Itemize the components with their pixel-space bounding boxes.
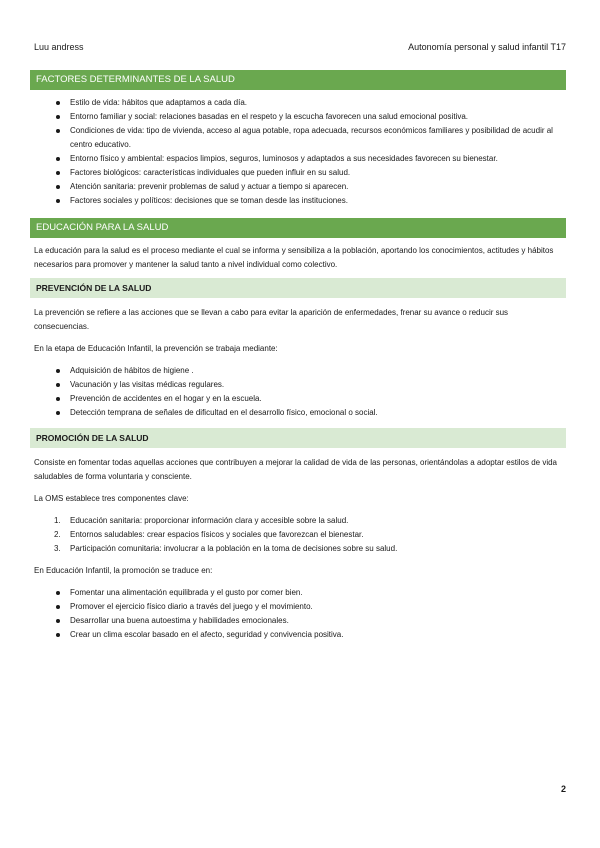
section-heading-educacion: EDUCACIÓN PARA LA SALUD — [30, 218, 566, 238]
item-number: 3. — [54, 544, 61, 553]
promocion-list — [30, 586, 566, 642]
numbered-item — [54, 528, 566, 542]
list-item: Factores biológicos: características individuales que pueden influir en su salud. — [70, 166, 566, 180]
item-text: Participación comunitaria: involucrar a la población en la toma de decisiones sobre su salud. — [70, 544, 398, 553]
item-text: Entornos saludables: crear espacios físicos y sociales que favorezcan el bienestar. — [70, 530, 364, 539]
list-item: Atención sanitaria: prevenir problemas de salud y actuar a tiempo si aparecen. — [70, 180, 566, 194]
factores-list — [30, 96, 566, 208]
list-item: Crear un clima escolar basado en el afecto, seguridad y convivencia positiva. — [70, 628, 566, 642]
prevencion-intro: La prevención se refiere a las acciones que se llevan a cabo para evitar la aparición de enfermedades, frenar su avance o reducir sus consecuencias. — [34, 308, 509, 331]
header-title: Autonomía personal y salud infantil T17 — [408, 42, 566, 52]
list-item: Condiciones de vida: tipo de vivienda, acceso al agua potable, ropa adecuada, recursos económicos familiares y posibilidad de acudir al centro educativo. — [70, 124, 566, 152]
list-item: Entorno físico y ambiental: espacios limpios, seguros, luminosos y adaptados a sus necesidades favorecen su bienestar. — [70, 152, 566, 166]
page-content — [30, 70, 566, 642]
numbered-item — [54, 542, 566, 556]
oms-components-list — [30, 514, 566, 556]
list-item: Vacunación y las visitas médicas regulares. — [70, 378, 566, 392]
promocion-lead: La OMS establece tres componentes clave: — [34, 494, 189, 503]
item-text: Educación sanitaria: proporcionar información clara y accesible sobre la salud. — [70, 516, 349, 525]
list-item: Prevención de accidentes en el hogar y en la escuela. — [70, 392, 566, 406]
subheading-prevencion: PREVENCIÓN DE LA SALUD — [30, 278, 566, 298]
subheading-promocion: PROMOCIÓN DE LA SALUD — [30, 428, 566, 448]
list-item: Adquisición de hábitos de higiene . — [70, 364, 566, 378]
list-item: Fomentar una alimentación equilibrada y el gusto por comer bien. — [70, 586, 566, 600]
item-number: 2. — [54, 530, 61, 539]
list-item: Factores sociales y políticos: decisiones que se toman desde las instituciones. — [70, 194, 566, 208]
list-item: Promover el ejercicio físico diario a través del juego y el movimiento. — [70, 600, 566, 614]
list-item: Entorno familiar y social: relaciones basadas en el respeto y la escucha favorecen una salud emocional positiva. — [70, 110, 566, 124]
educacion-intro: La educación para la salud es el proceso mediante el cual se informa y sensibiliza a la población, aportando los conocimientos, actitudes y hábitos necesarios para promover y mantener la salud tanto a nivel individual como colectivo. — [34, 246, 554, 269]
list-item: Detección temprana de señales de dificultad en el desarrollo físico, emocional o social. — [70, 406, 566, 420]
promocion-intro: Consiste en fomentar todas aquellas acciones que contribuyen a mejorar la calidad de vida de las personas, orientándolas a adoptar estilos de vida saludables de forma voluntaria y consciente. — [34, 458, 557, 481]
section-heading-factores: FACTORES DETERMINANTES DE LA SALUD — [30, 70, 566, 90]
item-number: 1. — [54, 516, 61, 525]
header-author: Luu andress — [34, 42, 84, 52]
page-number: 2 — [560, 784, 566, 794]
promocion-lead2: En Educación Infantil, la promoción se traduce en: — [34, 566, 213, 575]
list-item: Estilo de vida: hábitos que adaptamos a cada día. — [70, 96, 566, 110]
numbered-item — [54, 514, 566, 528]
list-item: Desarrollar una buena autoestima y habilidades emocionales. — [70, 614, 566, 628]
prevencion-list — [30, 364, 566, 420]
prevencion-lead: En la etapa de Educación Infantil, la prevención se trabaja mediante: — [34, 344, 278, 353]
